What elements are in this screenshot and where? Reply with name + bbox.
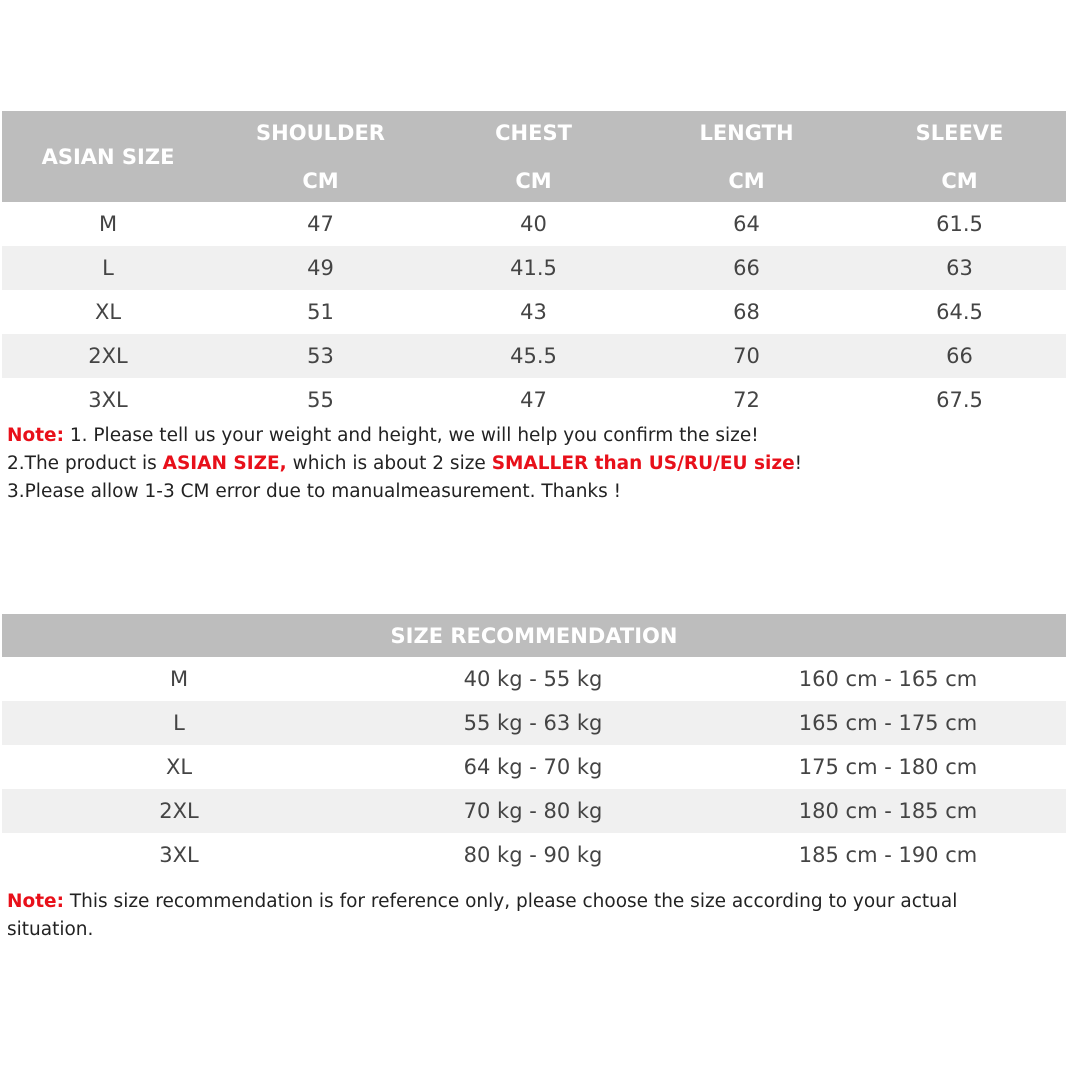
chest-cell: 45.5 <box>510 344 557 368</box>
table-row <box>2 246 1066 290</box>
shoulder-cell: 53 <box>307 344 334 368</box>
size-cell: L <box>173 711 185 735</box>
size-cell: XL <box>94 300 122 324</box>
table-row <box>2 202 1066 246</box>
height-cell: 165 cm - 175 cm <box>798 711 978 735</box>
note-line-2 <box>7 450 802 478</box>
note-text: 1. Please tell us your weight and height, we will help you confirm the size! <box>63 425 759 446</box>
sleeve-cell: 67.5 <box>936 388 983 412</box>
note-label: Note: <box>7 891 64 912</box>
shoulder-cell: 55 <box>307 388 334 412</box>
size-cell: M <box>98 212 118 236</box>
asian-size-header: ASIAN SIZE <box>41 144 175 169</box>
chest-cell: 41.5 <box>510 256 557 280</box>
chest-cell: 40 <box>520 212 547 236</box>
height-cell: 175 cm - 180 cm <box>798 755 978 779</box>
smaller-highlight: SMALLER than US/RU/EU size <box>491 453 795 474</box>
size-cell: 2XL <box>88 344 128 368</box>
sleeve-cell: 66 <box>946 344 973 368</box>
sleeve-cell: 64.5 <box>936 300 983 324</box>
column-unit: CM <box>515 169 552 193</box>
column-name: CHEST <box>495 121 572 145</box>
sleeve-header <box>853 111 1066 202</box>
sleeve-cell: 63 <box>946 256 973 280</box>
length-cell: 64 <box>733 212 760 236</box>
height-cell: 180 cm - 185 cm <box>798 799 978 823</box>
table-row <box>2 657 1066 701</box>
column-name: SLEEVE <box>915 121 1004 145</box>
size-cell: 3XL <box>88 388 128 412</box>
table-row <box>2 745 1066 789</box>
table-row <box>2 701 1066 745</box>
height-cell: 185 cm - 190 cm <box>798 843 978 867</box>
chest-cell: 43 <box>520 300 547 324</box>
note-text: This size recommendation is for reference only, please choose the size according to your actual situation. <box>7 891 958 940</box>
size-cell: XL <box>165 755 193 779</box>
size-chart-table <box>2 111 1066 422</box>
asian-size-highlight: ASIAN SIZE, <box>162 453 287 474</box>
table-row <box>2 833 1066 877</box>
column-name: SHOULDER <box>256 121 385 145</box>
note-label: Note: <box>7 425 64 446</box>
table-row <box>2 290 1066 334</box>
size-notes <box>7 422 802 506</box>
height-cell: 160 cm - 165 cm <box>798 667 978 691</box>
shoulder-cell: 51 <box>307 300 334 324</box>
size-recommendation-table <box>2 614 1066 877</box>
column-unit: CM <box>302 169 339 193</box>
size-cell: L <box>102 256 114 280</box>
size-cell: 3XL <box>159 843 199 867</box>
note-line-3: 3.Please allow 1-3 CM error due to manualmeasurement. Thanks ! <box>7 481 622 502</box>
shoulder-cell: 49 <box>307 256 334 280</box>
length-cell: 72 <box>733 388 760 412</box>
shoulder-cell: 47 <box>307 212 334 236</box>
length-cell: 70 <box>733 344 760 368</box>
weight-cell: 70 kg - 80 kg <box>463 799 603 823</box>
size-cell: M <box>169 667 189 691</box>
length-header <box>640 111 853 202</box>
recommendation-note <box>7 888 1017 944</box>
weight-cell: 55 kg - 63 kg <box>463 711 603 735</box>
recommendation-title: SIZE RECOMMENDATION <box>2 614 1066 657</box>
column-unit: CM <box>728 169 765 193</box>
weight-cell: 40 kg - 55 kg <box>463 667 603 691</box>
size-cell: 2XL <box>159 799 199 823</box>
chest-header <box>427 111 640 202</box>
note-text: which is about 2 size <box>286 453 492 474</box>
shoulder-header <box>214 111 427 202</box>
chest-cell: 47 <box>520 388 547 412</box>
table-row <box>2 378 1066 422</box>
note-text: ! <box>794 453 803 474</box>
length-cell: 66 <box>733 256 760 280</box>
weight-cell: 80 kg - 90 kg <box>463 843 603 867</box>
column-name: LENGTH <box>699 121 794 145</box>
sleeve-cell: 61.5 <box>936 212 983 236</box>
weight-cell: 64 kg - 70 kg <box>463 755 603 779</box>
size-chart-header <box>2 111 1066 202</box>
column-unit: CM <box>941 169 978 193</box>
table-row <box>2 334 1066 378</box>
length-cell: 68 <box>733 300 760 324</box>
note-line-1 <box>7 422 802 450</box>
table-row <box>2 789 1066 833</box>
note-text: 2.The product is <box>7 453 163 474</box>
